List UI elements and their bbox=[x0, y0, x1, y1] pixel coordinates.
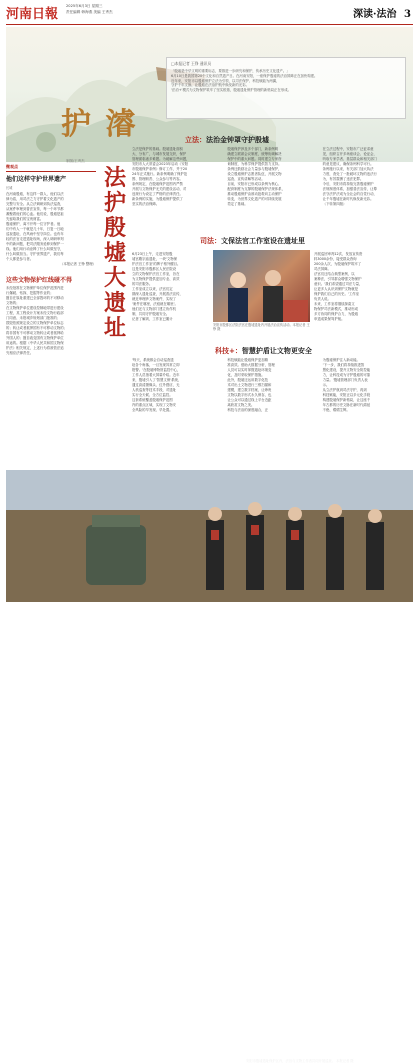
text-line: 「殷墟是中华文明的重要标志，要推进一步研究和保护，传承历史文化遗产。」 bbox=[171, 69, 290, 73]
text-line: 让更多人认识到保护文物就是 bbox=[314, 287, 359, 291]
text-line: 期深入遗址巡查，开展普法宣传， bbox=[132, 292, 183, 296]
text-line: 擅自在原址重建已全部毁坏的不可移动 bbox=[6, 296, 64, 300]
text-line: 律为盾，用司法之力守护着文化遗产的 bbox=[6, 197, 64, 201]
text-line: 内的重点区域，实现了文物安 bbox=[132, 403, 177, 407]
editor-credits: 责任编辑 韩海燕 美编 王秀杰 bbox=[66, 10, 113, 14]
text-line: 科技赋能让殷墟保护更加精 bbox=[227, 358, 269, 362]
issue-date: 2025年6月3日 星期三 bbox=[66, 4, 103, 8]
redline-body bbox=[6, 286, 96, 356]
article-column bbox=[323, 358, 414, 458]
text-line: 多方协同的保护合力，为殷墟 bbox=[314, 312, 359, 316]
text-line: 先留给我们的宝贵财富。 bbox=[6, 217, 44, 221]
article-3-body bbox=[132, 358, 414, 458]
text-line: 为，有效震慑了违法犯罪。 bbox=[322, 177, 364, 181]
text-line: 什么叫做担当。守护世界遗产，我们每 bbox=[6, 252, 64, 256]
text-line: 条例规定，在殷墟保护范围内严禁 bbox=[132, 182, 183, 186]
text-line: 物保护司法新模式，推动形成 bbox=[314, 307, 359, 311]
text-line: 保护我们自己的历史。'工作室 bbox=[314, 292, 360, 296]
text-line: 凝聚着他们的心血。他们说，殷墟是祖 bbox=[6, 212, 64, 216]
text-line: 听取专家学者、基层群众和相关部门 bbox=[322, 157, 377, 161]
text-line: 安阳市人大常委会2023年启动《安阳 bbox=[132, 162, 189, 166]
text-line: 条例施行以来，有关部门加大执法 bbox=[322, 167, 374, 171]
text-line: 6月10日是我国第20个文化和自然遗产日。在河南安阳，一座保护殷墟的法治屏障正在加快构建。 bbox=[171, 73, 318, 78]
intro-text bbox=[171, 69, 401, 93]
text-line: 在河南殷墟，有这样一群人，他们以法 bbox=[6, 192, 64, 196]
column-sign: （本报记者 王铮 整理） bbox=[59, 262, 96, 266]
text-line: 护法》相关规定，上述行为将被依法追 bbox=[6, 346, 64, 350]
bottom-photo-caption: 安阳市殷墟遗址保护区内，法官与文物工作者共同开展巡查。 本报记者 摄 bbox=[246, 1059, 354, 1063]
article-column bbox=[227, 358, 318, 458]
text-line: 在立法过程中，安阳市广泛征求意 bbox=[322, 147, 374, 151]
text-line: 见，组织召开多场座谈会、论证会， bbox=[322, 152, 377, 156]
text-line: 配套制度为支撑的殷墟保护法规体系， bbox=[227, 187, 285, 191]
article-3-title: 科技+：智慧护盾让文物更安全 bbox=[215, 347, 312, 355]
text-line: 实行全天候、全方位监控。 bbox=[132, 393, 173, 397]
text-line: 市殷墟保护条例》修订工作，并于20 bbox=[132, 167, 188, 171]
text-line: 让千年殷墟在新时代焕发新光彩。 bbox=[322, 197, 374, 201]
text-line: 未经批准在文物保护单位保护范围内进 bbox=[6, 286, 64, 290]
article-column bbox=[132, 147, 223, 243]
text-line: 保护中的重大问题。同时建立专家咨 bbox=[227, 157, 282, 161]
text-line: 人员可以实时掌握遗址环境变 bbox=[227, 368, 272, 372]
text-line: 建模，建立数字档案，让珍贵 bbox=[227, 388, 272, 392]
text-line: 询制度，为科学保护提供智力支持。 bbox=[227, 162, 282, 166]
text-line: 报警。'在殷墟博物馆监控中心， bbox=[132, 368, 181, 372]
headline-char: 法 bbox=[103, 165, 126, 191]
text-line: 案释法，引导群众增强文物保护 bbox=[314, 277, 362, 281]
hero-title: 护 濬 bbox=[61, 107, 138, 142]
column-tag: 微观点 bbox=[6, 164, 96, 172]
text-line: 门同意、未报城乡规划部门批准的； bbox=[6, 316, 61, 320]
text-line: 们中有人一干就是几十年，日复一日地 bbox=[6, 227, 64, 231]
article-2-left-body bbox=[132, 252, 210, 346]
text-line: '案件在哪里，法庭就在哪里'。 bbox=[132, 302, 178, 306]
text-line: 线。他们用行动诠释了什么叫做坚守， bbox=[6, 247, 64, 251]
text-line: 未来，工作室将继续探索文 bbox=[314, 302, 355, 306]
newspaper-logo: 河南日報 bbox=[6, 7, 59, 22]
text-line: 法规制度体系，加强普法宣传，让尊 bbox=[322, 187, 377, 191]
text-line: 离欣赏文物之美。 bbox=[227, 403, 255, 407]
text-line: 申遗成果保驾护航。 bbox=[314, 317, 345, 321]
headline-char: 遗 bbox=[103, 290, 126, 316]
text-line: （下转第四版） bbox=[322, 202, 347, 206]
text-line: 就近审理涉文物案件，实现了 bbox=[132, 297, 177, 301]
text-line: 的意见建议，确保条例科学可行。 bbox=[322, 162, 374, 166]
column-body bbox=[6, 192, 96, 262]
text-line: 殷墟保护，离不开每一位守护者。他 bbox=[6, 222, 61, 226]
text-line: 文物的； bbox=[6, 301, 20, 305]
text-line: 的司法服务。 bbox=[132, 282, 153, 286]
text-line: 损毁依照规定设立的文物保护单位标志 bbox=[6, 321, 64, 325]
text-line: '下一步，我们将持续推进智 bbox=[322, 363, 365, 367]
text-line: 近年来，安阳市以殷墟保护立法为引领，以司法保护、科技赋能为两翼， bbox=[171, 78, 280, 83]
text-line: 用途的。根据《中华人民共和国文物保 bbox=[6, 341, 64, 345]
text-line: 200余人次，为殷墟保护筑牢了 bbox=[314, 262, 362, 266]
text-line: 今后，安阳市将持续完善殷墟保护 bbox=[322, 182, 374, 186]
text-line: 6月23日上午，走进安阳殷 bbox=[132, 252, 173, 256]
text-line: 完整与安全。从立法调研到执法巡查， bbox=[6, 202, 64, 206]
headline-char: 殷 bbox=[103, 215, 126, 241]
text-line: 轻的法官走进遗址现场，深入调研审判 bbox=[6, 237, 64, 241]
text-line: 巡视遗址，在风雨中坚守岗位。也有年 bbox=[6, 232, 64, 236]
headline-char: 墟 bbox=[103, 240, 126, 266]
text-line: 制，共同守护殷墟安全。 bbox=[132, 312, 170, 316]
text-line: 工程，其工程设计方案未经文物行政部 bbox=[6, 311, 64, 315]
text-line: 立法是保护的基础。殷墟遗址面积 bbox=[132, 147, 183, 151]
text-line: 围、管理职责、公众参与等内容。 bbox=[132, 177, 183, 181]
text-line: 工作人员指着大屏幕介绍。近年 bbox=[132, 373, 180, 377]
article-column bbox=[132, 358, 223, 458]
text-line: 个人都是参与者。 bbox=[6, 257, 34, 261]
text-line: 巡查、宣传讲解等活动。 bbox=[227, 177, 265, 181]
text-line: 此外，殷墟还运用数字化技 bbox=[227, 378, 269, 382]
text-line: 法官们还结合典型案例，以 bbox=[314, 272, 355, 276]
text-line: 他们还与文物部门建立协作机 bbox=[132, 307, 177, 311]
text-line: 为文物保护提供更加专业、高效 bbox=[132, 277, 180, 281]
article-1-title: 立法：法治金钟罩守护殷墟 bbox=[185, 136, 269, 144]
article-2-title: 司法：文保法官工作室设在遗址里 bbox=[200, 237, 305, 245]
text-line: '法治+'模式为文物保护筑牢了坚实根基，殷墟遗址保护管理的新格局正在形成。 bbox=[171, 88, 291, 93]
text-line: 科技赋能，安阳正以多元化手段 bbox=[322, 393, 371, 397]
article-2-right-body bbox=[314, 252, 414, 346]
text-line: 开展与文物保护无关的建设活动，对 bbox=[132, 187, 187, 191]
text-line: 开展巡回审判12次，发放宣传资 bbox=[314, 252, 363, 256]
text-line: 人机巡查等技术手段，对遗址 bbox=[132, 388, 177, 392]
text-line: 推动殷墟保护由被动抢救向主动保护 bbox=[227, 192, 282, 196]
text-line: 准高效。借助大数据分析，管理 bbox=[227, 363, 275, 367]
section-title bbox=[353, 5, 411, 20]
text-line: 料3000余份，接受群众咨询 bbox=[314, 257, 357, 261]
text-line: 条例还鼓励社会力量参与殷墟保护， bbox=[227, 167, 282, 171]
text-line: 中的新问题，把司法服务延伸到保护一 bbox=[6, 242, 64, 246]
court-photo bbox=[213, 250, 310, 322]
text-line: 坚实的法治保障。 bbox=[132, 202, 160, 206]
text-line: 司法屏障。 bbox=[314, 267, 331, 271]
text-line: 让公众可以通过线上平台近距 bbox=[227, 398, 272, 402]
text-line: 科技与法治的深度融合，正 bbox=[227, 408, 269, 412]
headline-char: 护 bbox=[103, 190, 126, 216]
intro-byline: □本报记者 王铮 通讯员 bbox=[171, 61, 212, 66]
intro-box bbox=[166, 57, 406, 119]
text-line: 目前，安阳市已形成以条例为核心、 bbox=[227, 182, 282, 186]
text-line: 这是安阳市殷都区人民法院设 bbox=[132, 267, 177, 271]
text-line: '每天，系统都会自动巡查遗 bbox=[132, 358, 174, 362]
redline-title: 这些文物保护红线碰不得 bbox=[6, 277, 73, 284]
text-line: 意识。'我们希望通过司法力量， bbox=[314, 282, 363, 286]
hero-caption: 制图/王秀杰 bbox=[66, 159, 85, 163]
headline-char: 大 bbox=[103, 265, 126, 291]
article-column bbox=[323, 147, 414, 243]
text-line: 新条例的实施，为殷墟保护提供了 bbox=[132, 197, 183, 201]
photo-scene bbox=[6, 470, 413, 602]
text-line: 外国人的；擅自改变国有文物保护单位 bbox=[6, 336, 64, 340]
column-byline: 长城 bbox=[6, 186, 13, 190]
text-line: 守护千年文脉，让殷墟在法治护航中焕发新的光彩。 bbox=[171, 83, 249, 88]
text-line: 慧化建设，提升文物安全防控能 bbox=[322, 368, 371, 372]
text-line: 年古都的历史文脉在新时代绵延 bbox=[322, 403, 371, 407]
text-line: 来，殷墟引入了'智慧文保'系统， bbox=[132, 378, 182, 382]
text-line: 负责人说。 bbox=[314, 297, 331, 301]
text-line: 行爆破、钻探、挖掘等作业的； bbox=[6, 291, 54, 295]
text-line: 护法官工作室'的牌子格外醒目。 bbox=[132, 262, 181, 266]
text-line: 构建殷墟保护新格局，让这座千 bbox=[322, 398, 371, 402]
text-line: 究相应法律责任。 bbox=[6, 351, 34, 355]
text-line: 从立法护航到司法守护，再到 bbox=[322, 388, 367, 392]
text-line: 违规行为设定了严格的法律责任。 bbox=[132, 192, 183, 196]
text-line: 不绝、熠熠生辉。 bbox=[322, 408, 350, 412]
text-line: 工作室成立以来，法官们定 bbox=[132, 287, 173, 291]
text-line: 将非国有不可移动文物转让或者抵押给 bbox=[6, 331, 64, 335]
text-line: 24年正式施行。新条例明确了保护范 bbox=[132, 172, 188, 176]
text-line: 记者了解到，工作室已累计 bbox=[132, 317, 173, 321]
page-number: 3 bbox=[404, 9, 411, 20]
text-line: 立的文物保护法官工作室，旨在 bbox=[132, 272, 180, 276]
bottom-photo bbox=[6, 470, 413, 1063]
text-line: 转变，为世界文化遗产的可持续发展 bbox=[227, 197, 282, 201]
article-1-body bbox=[132, 147, 414, 243]
text-line: 力，让科技成为守护殷墟的可靠 bbox=[322, 373, 371, 377]
text-line: 示。 bbox=[322, 383, 330, 387]
text-line: 设立殷墟保护志愿者队伍，开展文物 bbox=[227, 172, 282, 176]
headline-char: 址 bbox=[103, 315, 126, 341]
text-line: 殷墟保护涉及多个部门，新条例明 bbox=[227, 147, 279, 151]
column-title: 他们这样守护世界遗产 bbox=[6, 176, 67, 183]
text-line: 术对出土文物进行三维扫描和 bbox=[227, 383, 272, 387]
text-line: 墟宫殿宗庙遗址，一块'文物保 bbox=[132, 257, 178, 261]
article-column bbox=[227, 147, 318, 243]
text-line: 址各个角落，一旦发现异常立即 bbox=[132, 363, 180, 367]
text-line: 全风险的早发现、早处置。 bbox=[132, 408, 173, 412]
text-line: 的；转让或者抵押国有不可移动文物的； bbox=[6, 326, 68, 330]
text-line: 大、分布广，与城市发展交织，保护 bbox=[132, 152, 187, 156]
text-line: 从案件审理到普法宣传，每一个环节都 bbox=[6, 207, 64, 211]
text-line: 化，及时采取保护措施。 bbox=[227, 373, 265, 377]
section-name: 深读·法治 bbox=[353, 9, 397, 20]
text-line: 为殷墟保护注入新动能。 bbox=[322, 358, 360, 362]
masthead bbox=[6, 3, 413, 25]
text-line: 管理面临诸多难题。为破解这些问题， bbox=[132, 157, 190, 161]
text-line: 通过高清摄像头、红外感应、无 bbox=[132, 383, 180, 387]
vertical-headline bbox=[100, 166, 130, 341]
text-line: 这套系统覆盖殷墟保护范围 bbox=[132, 398, 173, 402]
text-line: 法守法护法成为全社会的自觉行动， bbox=[322, 192, 377, 196]
text-line: 奠定了基础。 bbox=[227, 202, 248, 206]
court-photo-caption: 安阳市殷都区法院法官在殷墟遗址内开展法治宣传活动。本报记者 王铮 摄 bbox=[213, 323, 310, 332]
text-line: 在文物保护单位建设控制地带进行建设 bbox=[6, 306, 64, 310]
text-line: 力度，查处了一批破坏文物的违法行 bbox=[322, 172, 377, 176]
text-line: 力量。'殷墟管理部门负责人表 bbox=[322, 378, 368, 382]
text-line: 文物以数字形式永久保存，也 bbox=[227, 393, 272, 397]
text-line: 确建立联席会议制度，统筹协调解决 bbox=[227, 152, 282, 156]
